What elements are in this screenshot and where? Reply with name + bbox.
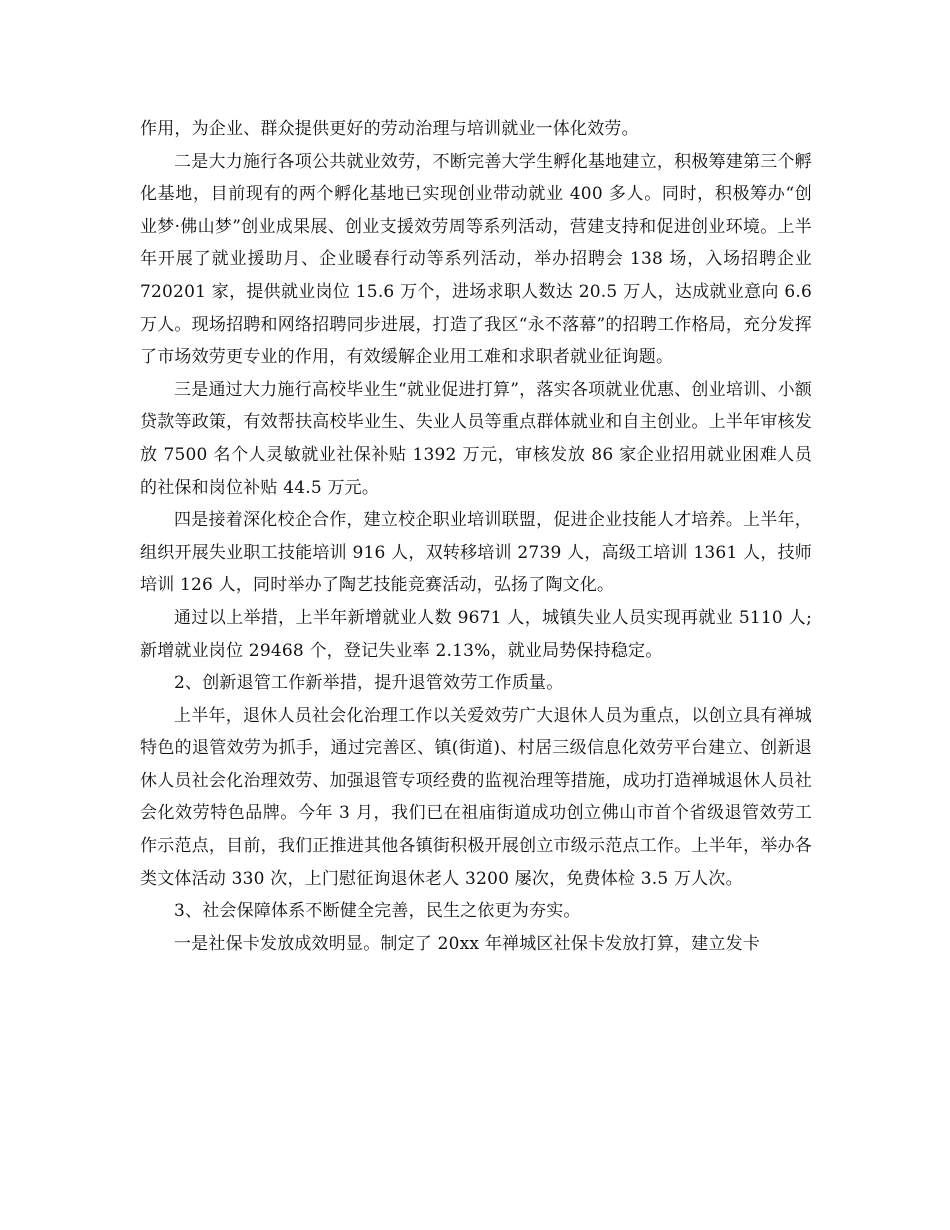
- paragraph-school-enterprise-cooperation: 四是接着深化校企合作，建立校企职业培训联盟，促进企业技能人才培养。上半年，组织开展失业职工技能培训 916 人，双转移培训 2739 人，高级工培训 1361 人，技师培训 126 人，同时举办了陶艺技能竞赛活动，弘扬了陶文化。: [140, 510, 812, 596]
- paragraph-graduate-employment-plan: 三是通过大力施行高校毕业生“就业促进打算”，落实各项就业优惠、创业培训、小额贷款等政策，有效帮扶高校毕业生、失业人员等重点群体就业和自主创业。上半年审核发放 7500 名个人灵敏就业社保补贴 1392 万元，审核发放 86 家企业招用就业困难人员的社保和岗位补贴 44.5 万元。: [140, 379, 812, 498]
- paragraph-public-employment-services: 二是大力施行各项公共就业效劳，不断完善大学生孵化基地建立，积极筹建第三个孵化基地，目前现有的两个孵化基地已实现创业带动就业 400 多人。同时，积极筹办“创业梦·佛山梦”创业成果展、创业支援效劳周等系列活动，营建支持和促进创业环境。上半年开展了就业援助月、企业暖春行动等系列活动，举办招聘会 138 场，入场招聘企业 720201 家，提供就业岗位 15.6 万个，进场求职人数达 20.5 万人，达成就业意向 6.6 万人。现场招聘和网络招聘同步进展，打造了我区“永不落幕”的招聘工作格局，充分发挥了市场效劳更专业的作用，有效缓解企业用工难和求职者就业征询题。: [140, 151, 812, 368]
- paragraph-employment-summary: 通过以上举措，上半年新增就业人数 9671 人，城镇失业人员实现再就业 5110 人;新增就业岗位 29468 个，登记失业率 2.13%，就业局势保持稳定。: [140, 607, 812, 661]
- document-body: [140, 113, 812, 960]
- section-heading-social-security: 3、社会保障体系不断健全完善，民生之依更为夯实。: [174, 901, 581, 922]
- paragraph-continuation: 作用，为企业、群众提供更好的劳动治理与培训就业一体化效劳。: [140, 119, 639, 139]
- paragraph-social-security-card: 一是社保卡发放成效明显。制定了 20xx 年禅城区社保卡发放打算，建立发卡: [174, 933, 761, 954]
- paragraph-retirement-management: 上半年，退休人员社会化治理工作以关爱效劳广大退休人员为重点，以创立具有禅城特色的退管效劳为抓手，通过完善区、镇(街道)、村居三级信息化效劳平台建立、创新退休人员社会化治理效劳、加强退管专项经费的监视治理等措施，成功打造禅城退休人员社会化效劳特色品牌。今年 3 月，我们已在祖庙街道成功创立佛山市首个省级退管效劳工作示范点，目前，我们正推进其他各镇街积极开展创立市级示范点工作。上半年，举办各类文体活动 330 次，上门慰征询退休老人 3200 屡次，免费体检 3.5 万人次。: [140, 705, 812, 889]
- section-heading-retirement-management: 2、创新退管工作新举措，提升退管效劳工作质量。: [174, 673, 564, 694]
